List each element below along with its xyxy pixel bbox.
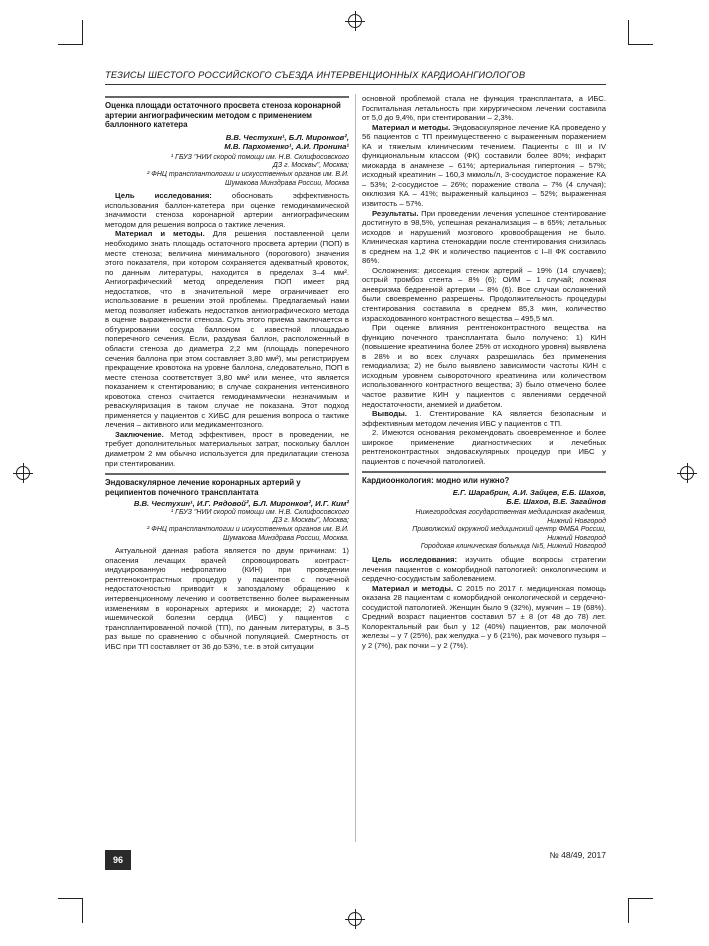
affiliation: ² ФНЦ трансплантологии и искусственных органов им. В.И. Шумакова Минздрава России, Москва — [147, 171, 349, 187]
article-authors: Е.Г. Шарабрин, А.И. Зайцев, Е.Б. Шахов, — [452, 487, 606, 497]
paragraph: Материал и методы. С 2015 по 2017 г. медицинская помощь оказана 28 пациентам с коморбидной онкологической и сердечно-сосудистой патологией. Женщин было 9 (32%), мужчин – 19 (68%). Средний возраст пациентов составил 57 ± 8 (от 48 до 78) лет. Колоректальный рак был у 12 (40%) пациентов, рак молочной железы – у 7 (25%), рак желудка – у 6 (21%), рак мочевого пузыря – у 2 (7%), рак почки – у 2 (7%). — [362, 583, 606, 650]
crop-mark — [628, 898, 653, 899]
paragraph: Материал и методы. Эндоваскулярное лечение КА проведено у 56 пациентов с ТП преимущественно с выраженным поражением КА и тяжелым клиническим течением. Пациенты с III и IV функциональным классом (ФК) составили более 80%; инфаркт миокарда в анамнезе – 61%; артериальная гипертония – 57%; исходный креатинин – 160,3 мкмоль/л, 3-сосудистое поражение КА – 53%; 2-сосудистое – 26%; поражение ствола – 7% (4 случая); окклюзия КА – 41%; выраженный кальциноз – 52%; выраженная извитость – 57%. — [362, 122, 607, 209]
paragraph: Выводы. 1. Стентирование КА является безопасным и эффективным методом лечения ИБС у пациентов с ТП. — [362, 409, 606, 428]
crop-mark — [628, 20, 629, 45]
running-header: ТЕЗИСЫ ШЕСТОГО РОССИЙСКОГО СЪЕЗДА ИНТЕРВЕНЦИОННЫХ КАРДИОАНГИОЛОГОВ — [105, 69, 526, 80]
paragraph: Заключение. Метод эффективен, прост в проведении, не требует дополнительных материальных затрат, поскольку баллон диаметром 2 мм обычно используется для предилатации стеноза при стентировании. — [105, 429, 349, 468]
article-title: Оценка площади остаточного просвета стеноза коронарной артерии ангиографическим методом с применением баллонного катетера — [105, 101, 341, 130]
registration-mark-icon — [348, 912, 362, 926]
affiliation: Городская клиническая больница №5, Нижний Новгород — [420, 543, 606, 551]
affiliation: Приволжский окружной медицинский центр ФМБА России, Нижний Новгород — [412, 526, 606, 542]
registration-mark-icon — [680, 466, 694, 480]
right-column — [362, 94, 606, 650]
column-separator — [355, 94, 356, 842]
article-authors: В.В. Честухин¹, И.Г. Рядовой², Б.Л. Миронков², И.Г. Ким² — [133, 499, 349, 509]
paragraph: 2. Имеются основания рекомендовать своевременное и более широкое применение диагностических и лечебных рентгеноконтрастных эндоваскулярных процедур при ИБС у пациентов с почечной патологией. — [362, 428, 606, 466]
crop-mark — [628, 898, 629, 923]
page-number: 96 — [105, 850, 131, 870]
article-title: Эндоваскулярное лечение коронарных артерий у реципиентов почечного трансплантата — [105, 478, 301, 497]
article-authors: В.В. Честухин¹, Б.Л. Миронков², — [225, 132, 349, 142]
crop-mark — [82, 898, 83, 923]
paragraph: При оценке влияния рентгеноконтрастного вещества на функцию почечного трансплантата было получено: 1) КИН (повышение креатинина более 25% от исходного уровня) выявлена в 28% и во всех случаях разрешилась без применения гемодиализа; 2) не было выявлено зависимости частоты КИН с исходным уровнем сывороточного креатинина или количеством использованного контрастного вещества; 3) было отмечено более частое развитие КИН у пациентов с явлениями сердечной недостаточности, анемией и диабетом. — [362, 323, 606, 409]
affiliation: ² ФНЦ трансплантологии и искусственных органов им. В.И. Шумакова Минздрава России, Москва. — [147, 526, 349, 542]
crop-mark — [58, 898, 83, 899]
paragraph: Осложнения: диссекция стенок артерий – 19% (14 случаев); острый тромбоз стента – 8% (6); ОИМ – 1 случай; ложная аневризма бедренной артерии – 8% (6). Все случаи осложнений были своевременно разрешены. Продолжительность процедуры стентирования составила в среднем 85,3 мин, количество израсходованного контрастного вещества – 495,5 мл. — [362, 265, 606, 323]
crop-mark — [628, 44, 653, 45]
paragraph: Цель исследования: изучить общие вопросы стратегии лечения пациентов с коморбидной патологией: онкологическим и сердечно-сосудистым заболеванием. — [362, 554, 606, 584]
paragraph: основной проблемой стала не функция трансплантата, а ИБС. Госпитальная летальность при хирургическом лечении составила от 5,0 до 9,4%, при стентировании – 2,3%. — [362, 94, 606, 123]
article-title: Кардиоонкология: модно или нужно? — [362, 476, 510, 486]
paragraph: Материал и методы. Для решения поставленной цели необходимо знать площадь остаточного просвета артерии (ПОП) в месте стеноза; величина минимального (порогового) значения этого показателя, при котором сохраняется адекватный кровоток, по данным литературы, находится в пределах 3–4 мм². Ангиографический метод определения ПОП имеет ряд недостатков, что в значительной мере ограничивает его использование в решении этой проблемы. Предлагаемый нами метод позволяет избежать недостатков ангиографического метода в оценке выраженности стеноза. Суть этого приема заключается в обтурировании сосуда баллоном с известной площадью поперечного сечения. Если, раздувая баллон, расположенный в области стеноза до диаметра 2,2 мм (площадь поперечного сечения баллона при этом составляет 3,80 мм²), мы регистрируем прекращение кровотока на уровне баллона, следовательно, ПОП в месте стеноза соответствует 3,80 мм² или менее, что является показанием к стентированию; в случае сохранения интенсивного кровотока стеноз считается гемодинамически незначимым и реваскуляризация в таком случае не показана. Этот подход применяется у пациентов с ХИБС для решения вопроса о тактике лечения – активного или медикаментозного. — [105, 229, 349, 430]
article-divider — [362, 471, 606, 473]
article-authors: М.В. Пархоменко¹, А.И. Пронина¹ — [224, 142, 349, 152]
crop-mark — [82, 20, 83, 45]
article-divider — [105, 96, 349, 98]
left-column — [105, 94, 349, 651]
affiliation: Нижегородская государственная медицинская академия, Нижний Новгород — [415, 509, 606, 525]
article-divider — [105, 473, 349, 475]
paragraph: Результаты. При проведении лечения успешное стентирование достигнуто в 98,5%, успешная реканализация – в 65%; летальных исходов и нарушений мозгового кровообращения не было. Клиническая картина стенокардии после стентирования снизилась в среднем на 1,2 ФК и количество пациентов с I–II ФК составило 86%. — [362, 208, 606, 266]
affiliation: ¹ ГБУЗ "НИИ скорой помощи им. Н.В. Склифосовского ДЗ г. Москвы", Москва; — [170, 508, 349, 525]
registration-mark-icon — [16, 466, 30, 480]
issue-number: № 48/49, 2017 — [549, 850, 606, 860]
affiliation: ¹ ГБУЗ "НИИ скорой помощи им. Н.В. Склифосовского ДЗ г. Москвы", Москва; — [170, 153, 349, 170]
article-authors: Б.Е. Шахов, В.Е. Загайнов — [506, 497, 606, 507]
crop-mark — [58, 44, 83, 45]
paragraph: Актуальной данная работа является по двум причинам: 1) опасения лечащих врачей спровоцировать контраст-индуцированную нефропатию (КИН) при проведении рентгеноконтрастных процедур у пациентов с почечной недостаточностью приводит к запоздалому обращению к интервенционному лечению и соответственно более выраженным изменениям в коронарных артериях и миокарде; 2) частота ишемической болезни сердца (ИБС) у пациентов с трансплантированной почкой (ТП), по данным литературы, в 3–5 раз выше по сравнению с обычной популяцией. Смертность от ИБС при ТП составляет от 36 до 53%, т.е. в этой ситуации — [105, 546, 349, 651]
registration-mark-icon — [348, 14, 362, 28]
header-rule — [105, 84, 606, 85]
paragraph: Цель исследования: обосновать эффективность использования баллон-катетера при оценке гемодинамической значимости стеноза коронарной артерии ангиографическим методом для решения вопроса о тактике лечения. — [105, 191, 349, 229]
